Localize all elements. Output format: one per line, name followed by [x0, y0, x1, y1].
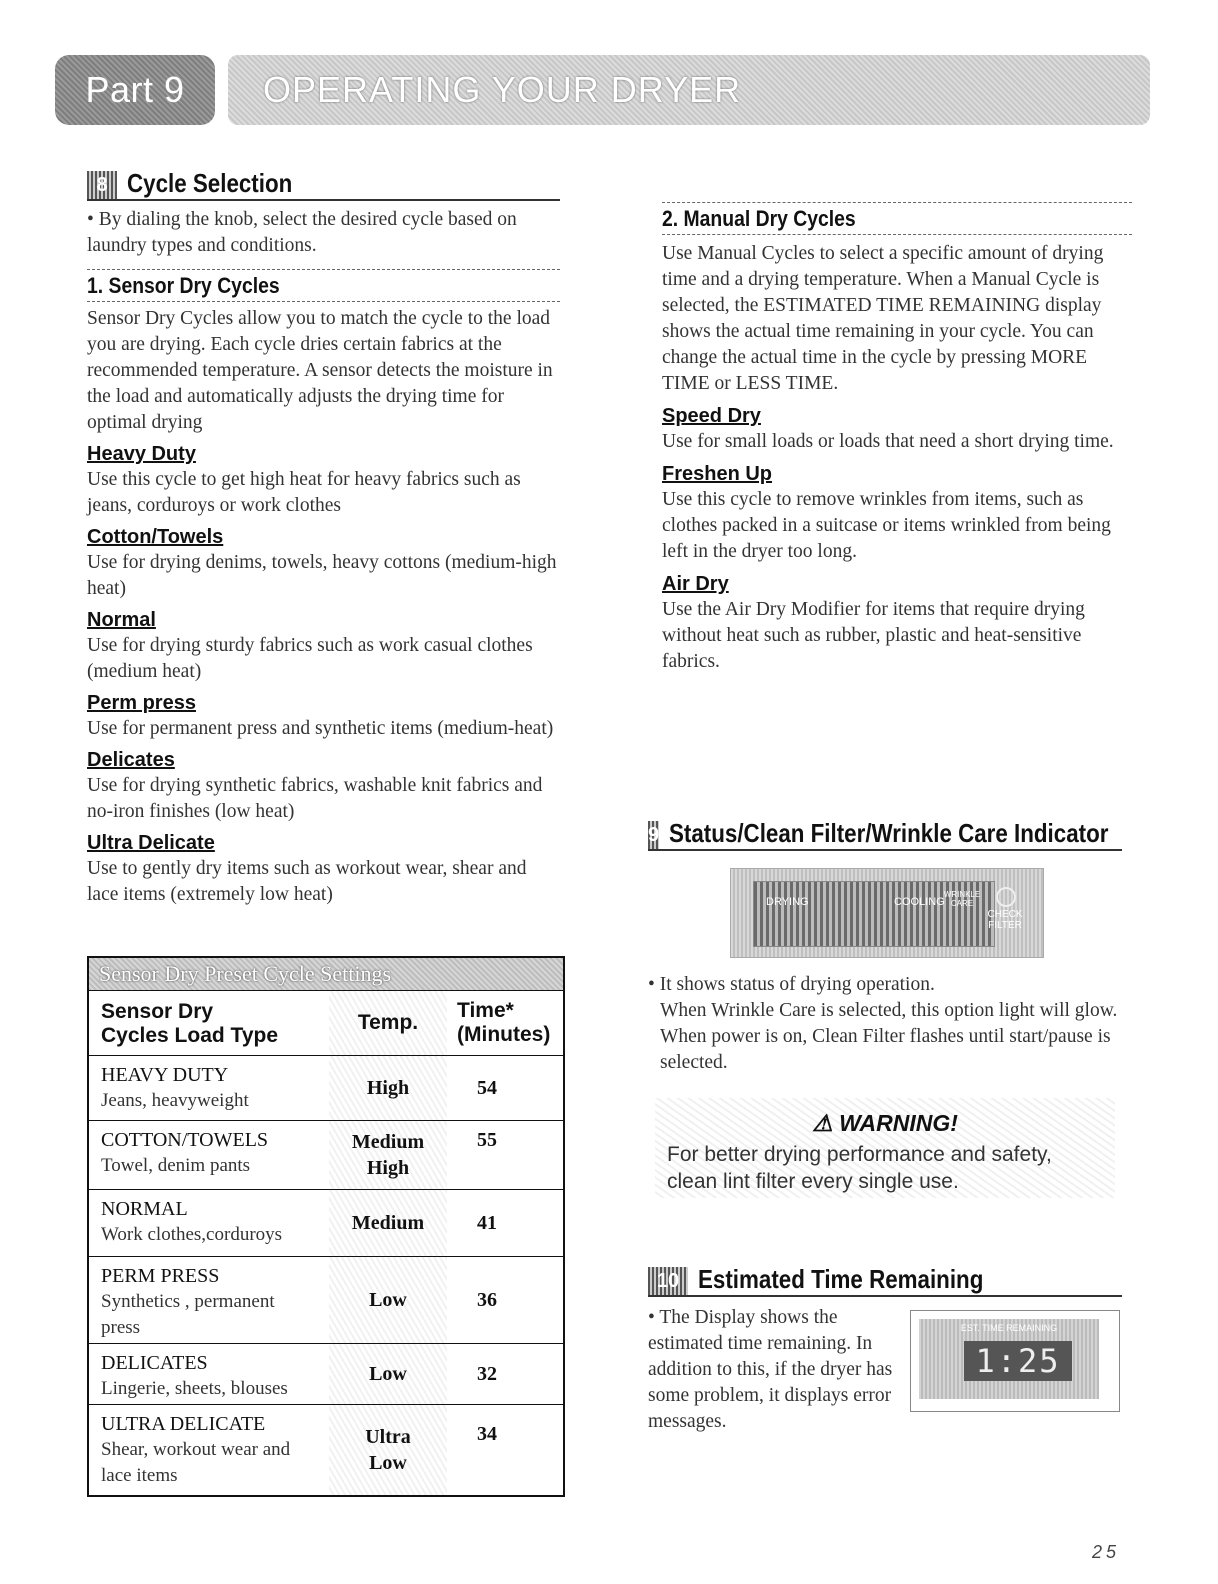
sensor-dry-text: Sensor Dry Cycles allow you to match the cycle to the load you are drying. Each cycle dries certain fabrics at the recommended temperature. A sensor detects the moisture in the load and automatically adjusts the drying time for optimal drying [87, 308, 553, 433]
part-badge [55, 55, 215, 125]
table-row [89, 1256, 563, 1343]
temp-value: Low [369, 1452, 407, 1474]
table-header-row [89, 990, 563, 1055]
warning-line: clean lint filter every single use. [667, 1170, 959, 1193]
cycle-selection-section [87, 168, 560, 908]
cycle-desc: Use the Air Dry Modifier for items that require drying without heat such as rubber, plastic and heat-sensitive fabrics. [662, 599, 1085, 672]
manual-dry-heading-text: 2. Manual Dry Cycles [662, 206, 856, 231]
load-desc: Towel, denim pants [101, 1155, 251, 1176]
status-bullet: • It shows status of drying operation. [648, 974, 935, 995]
time-value: 36 [477, 1288, 497, 1311]
load-type-cell [89, 1056, 329, 1120]
col-header-line: (Minutes) [457, 1023, 551, 1046]
time-value: 41 [477, 1211, 497, 1234]
list-item [662, 403, 1132, 455]
check-filter-indicator [981, 909, 1029, 931]
chapter-title: OPERATING YOUR DRYER [263, 69, 742, 110]
temp-value: Ultra [365, 1426, 411, 1448]
time-value: 34 [477, 1423, 497, 1445]
cooling-indicator: COOLING [894, 896, 945, 908]
time-cell [447, 1257, 563, 1343]
col-header-line: Cycles Load Type [101, 1024, 279, 1047]
chapter-title-bar [228, 55, 1150, 125]
manual-dry-section [662, 202, 1132, 675]
load-type-cell [89, 1257, 329, 1343]
cycle-name: Ultra Delicate [87, 832, 215, 854]
table-row [89, 1404, 563, 1495]
warning-title [655, 1110, 1115, 1137]
load-type-cell [89, 1405, 329, 1495]
table-title: Sensor Dry Preset Cycle Settings [89, 958, 563, 990]
temp-value: Medium [351, 1212, 425, 1234]
cycle-name: ULTRA DELICATE [101, 1413, 266, 1435]
cycle-name: COTTON/TOWELS [101, 1129, 269, 1151]
section-number-badge: 10 [648, 1267, 688, 1295]
cycle-desc: Use for small loads or loads that need a short drying time. [662, 431, 1114, 452]
drying-indicator: DRYING [766, 896, 809, 908]
list-item [662, 571, 1132, 675]
wrinkle-care-indicator: WRINKLE CARE [943, 890, 981, 908]
cycle-name: Air Dry [662, 573, 729, 595]
time-value: 32 [477, 1362, 497, 1385]
temp-cell [329, 1190, 447, 1256]
indicator-panel-display [753, 881, 995, 947]
load-desc: Synthetics , permanent press [101, 1291, 275, 1338]
temp-cell [329, 1405, 447, 1495]
list-item [87, 690, 560, 742]
time-cell [447, 1190, 563, 1256]
temp-value: Medium [351, 1131, 425, 1153]
cycle-name: Delicates [87, 749, 175, 771]
part-label: Part 9 [85, 69, 185, 110]
cycle-desc: Use to gently dry items such as workout wear, shear and lace items (extremely low heat) [87, 858, 527, 905]
estimated-text: • The Display shows the estimated time remaining. In addition to this, if the dryer has some problem, it displays error messages. [648, 1307, 893, 1432]
cycle-name: Normal [87, 609, 156, 631]
col-header-temp: Temp. [329, 991, 447, 1055]
cycle-name: HEAVY DUTY [101, 1064, 229, 1086]
manual-cycle-list [662, 403, 1132, 675]
sensor-dry-heading [87, 269, 560, 302]
check-label: CHECK [987, 909, 1023, 920]
col-header-load-type [89, 991, 329, 1055]
section-number-badge: 8 [87, 171, 117, 199]
sensor-cycle-list [87, 441, 560, 908]
temp-cell [329, 1344, 447, 1404]
cycle-name: Cotton/Towels [87, 526, 224, 548]
temp-cell [329, 1121, 447, 1189]
cycle-name: Heavy Duty [87, 443, 196, 465]
display-label: EST. TIME REMAINING [960, 1323, 1058, 1333]
status-section [648, 818, 1122, 851]
manual-dry-text: Use Manual Cycles to select a specific amount of drying time and a drying temperature. When a Manual Cycle is selected, the ESTIMATED TIME REMAINING display shows the actual time remaining in your cycle. You can change the actual time in the cycle by pressing MORE TIME or LESS TIME. [662, 243, 1104, 394]
time-cell [447, 1121, 563, 1189]
temp-value: High [366, 1077, 410, 1099]
load-desc: Jeans, heavyweight [101, 1090, 249, 1111]
cycle-desc: Use this cycle to get high heat for heavy fabrics such as jeans, corduroys or work clothes [87, 469, 521, 516]
load-type-cell [89, 1344, 329, 1404]
load-desc: Shear, workout wear and lace items [101, 1439, 291, 1486]
temp-cell [329, 1056, 447, 1120]
load-desc: Work clothes,corduroys [101, 1224, 283, 1245]
list-item [87, 607, 560, 685]
time-remaining-readout: 1:25 [964, 1341, 1072, 1381]
time-cell [447, 1056, 563, 1120]
table-row [89, 1343, 563, 1404]
warning-line: For better drying performance and safety, [667, 1143, 1052, 1166]
table-row [89, 1189, 563, 1256]
col-header-line: Time* [457, 999, 514, 1022]
temp-cell [329, 1257, 447, 1343]
warning-triangle-icon: ⚠ [812, 1110, 833, 1136]
list-item [87, 524, 560, 602]
cycle-name: Freshen Up [662, 463, 773, 485]
cycle-desc: Use for drying sturdy fabrics such as work casual clothes (medium heat) [87, 635, 533, 682]
warning-title-text: WARNING! [839, 1110, 958, 1136]
status-heading [648, 818, 1122, 851]
cycle-name: Speed Dry [662, 405, 761, 427]
estimated-heading [648, 1264, 1122, 1297]
section-title: Status/Clean Filter/Wrinkle Care Indicator [669, 818, 1109, 848]
sensor-dry-heading-text: 1. Sensor Dry Cycles [87, 273, 280, 298]
list-item [87, 441, 560, 519]
indicator-panel-image [730, 868, 1044, 958]
cycle-desc: Use this cycle to remove wrinkles from items, such as clothes packed in a suitcase or items wrinkled from being left in the dryer too long. [662, 489, 1111, 562]
time-cell [447, 1344, 563, 1404]
filter-label: FILTER [988, 920, 1022, 931]
cycle-desc: Use for drying denims, towels, heavy cottons (medium-high heat) [87, 552, 557, 599]
load-desc: Lingerie, sheets, blouses [101, 1378, 288, 1399]
section-number-badge: 9 [648, 821, 659, 849]
status-description [648, 972, 1120, 1076]
preset-settings-table [87, 956, 565, 1497]
cycle-name: Perm press [87, 692, 196, 714]
filter-light-icon [996, 887, 1016, 907]
status-text: When Wrinkle Care is selected, this option light will glow. When power is on, Clean Filter flashes until start/pause is selected. [660, 1000, 1118, 1073]
time-value: 54 [477, 1076, 497, 1099]
time-cell [447, 1405, 563, 1495]
warning-box [655, 1098, 1115, 1198]
temp-value: Low [369, 1289, 407, 1311]
time-display-panel [919, 1319, 1099, 1399]
manual-dry-heading [662, 202, 1132, 235]
temp-value: High [366, 1157, 410, 1179]
cycle-name: PERM PRESS [101, 1265, 220, 1287]
table-row [89, 1055, 563, 1120]
section-title: Cycle Selection [127, 168, 293, 198]
time-display-image [910, 1310, 1120, 1412]
table-row [89, 1120, 563, 1189]
list-item [87, 830, 560, 908]
cycle-selection-heading [87, 168, 560, 201]
page-number: 25 [1092, 1542, 1121, 1562]
cycle-name: NORMAL [101, 1198, 188, 1220]
col-header-time [447, 991, 563, 1055]
load-type-cell [89, 1190, 329, 1256]
time-value: 55 [477, 1129, 497, 1151]
cycle-selection-intro: • By dialing the knob, select the desired cycle based on laundry types and conditions. [87, 209, 517, 256]
temp-value: Low [369, 1363, 407, 1385]
section-title: Estimated Time Remaining [698, 1264, 984, 1294]
cycle-desc: Use for permanent press and synthetic items (medium-heat) [87, 718, 554, 739]
col-header-line: Sensor Dry [101, 1000, 214, 1023]
load-type-cell [89, 1121, 329, 1189]
cycle-name: DELICATES [101, 1352, 208, 1374]
list-item [87, 747, 560, 825]
cycle-desc: Use for drying synthetic fabrics, washable knit fabrics and no-iron finishes (low heat) [87, 775, 543, 822]
list-item [662, 461, 1132, 565]
